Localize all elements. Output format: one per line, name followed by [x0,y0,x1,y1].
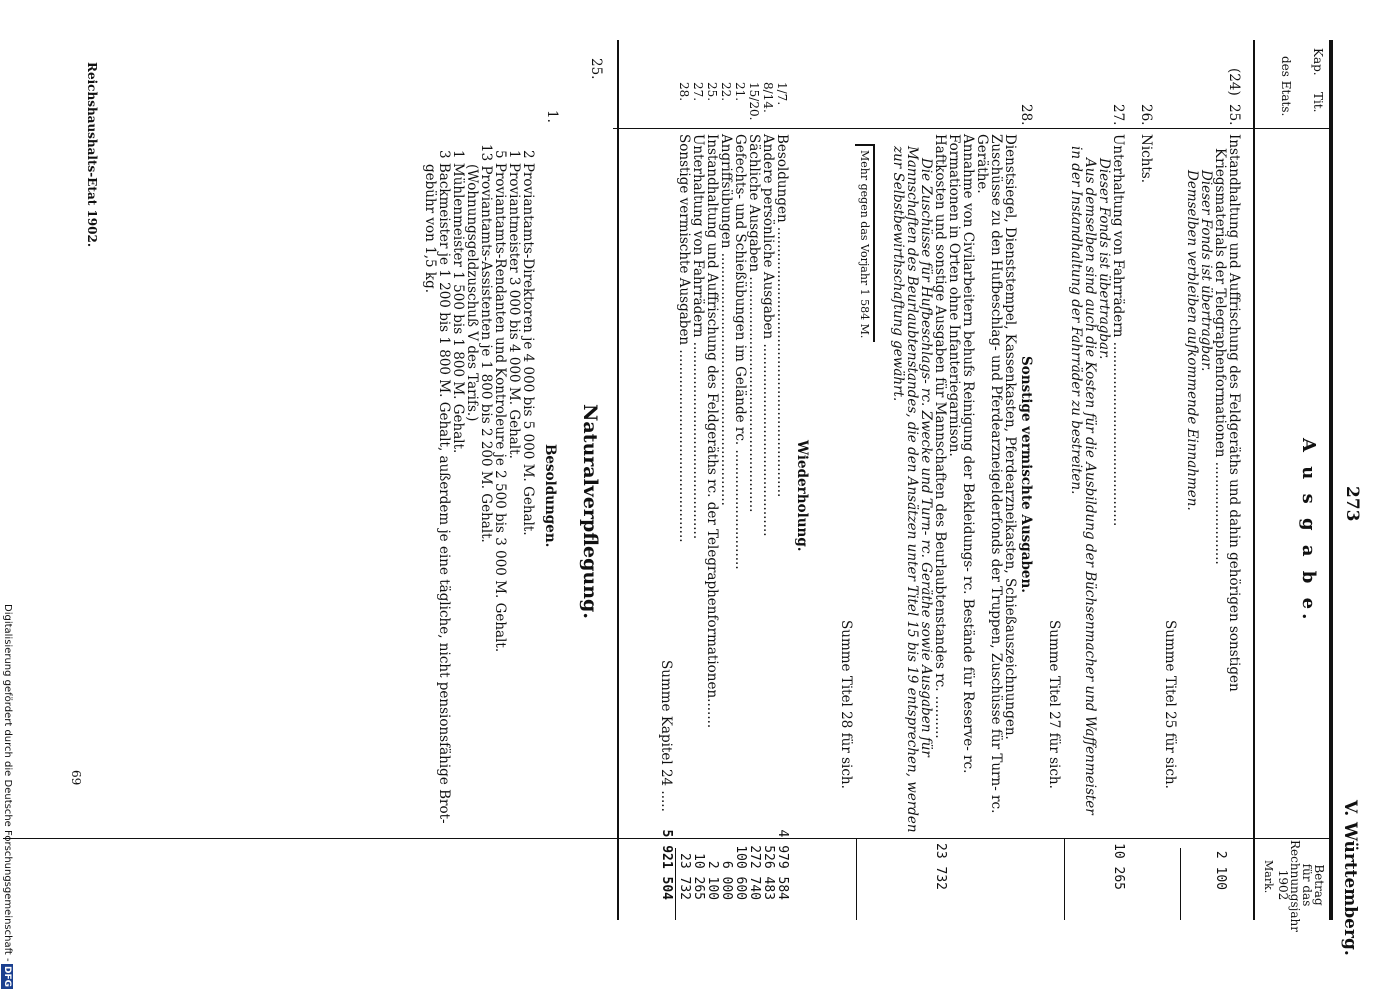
tit-25: 25. [1226,104,1242,126]
recap-label-7: Unterhaltung von Fahrrädern .............................................. [690,134,706,540]
tit-1: 1. [544,110,560,123]
digitization-text: Digitalisierung gefördert durch die Deutsche Forschungsgemeinschaft - [2,604,13,962]
c25-line-1: 2 Proviantamts-Direktoren je 4 000 bis 5 000 M. Gehalt. [520,150,536,536]
e28-summe: Summe Titel 28 für sich. [838,620,854,789]
page-number: 273 [1342,486,1362,522]
recap-label-8: Sonstige vermischte Ausgaben ............................................. [676,134,692,543]
tit-27: 27. [1110,104,1126,126]
e28-line-9: zur Selbstbewirthschaftung gewährt. [890,146,906,402]
e27-line-1: Unterhaltung von Fahrrädern ........................................... [1110,134,1126,527]
e25-summe: Summe Titel 25 für sich. [1162,620,1178,789]
footer-sheet: 69 [69,770,83,786]
e28-line-8: Mannschaften des Beurlaubtenstandes, die den Ansätzen unter Titel 15 bis 19 entsprechen, werden [904,146,920,833]
tit-26: 26. [1138,104,1154,126]
e28-amount: 23 732 [933,843,948,890]
e28-line-3: Geräthe. [974,134,990,194]
chapter25-title: Naturalverpflegung. [579,404,601,619]
e27-line-3: Aus demselben sind auch die Kosten für die Ausbildung der Büchsenmacher und Waffenmeister [1082,158,1098,815]
region-title: V. Württemberg. [1340,800,1360,956]
e28-line-1: Dienstsiegel, Dienststempel, Kassenkasten, Pferdearzneikasten, Schießauszeichnungen. [1002,134,1018,740]
e25-line-2: Kriegsmaterials der Telegraphenformationen ........................ [1212,148,1228,565]
recap-amount-4: 100 600 [733,845,748,900]
e26-text: Nichts. [1138,134,1154,184]
recap-amount-6: 2 100 [705,860,720,900]
recap-total-amount: 5 921 504 [659,829,674,900]
recap-tit-6: 25. [705,82,719,102]
e27-line-2: Dieser Fonds ist übertragbar. [1096,158,1112,360]
recap-amount-7: 10 265 [691,853,706,900]
recap-amount-8: 23 732 [677,853,692,900]
rule-top [1329,40,1333,920]
c25-line-5: (Wohnungsgeldzuschuß V des Tarifs.) [464,164,480,422]
e28-line-5: Formationen in Orten ohne Infanteriegarnison. [946,134,962,457]
rule-header [1253,40,1255,920]
e28-line-6: Haftkosten und sonstige Ausgaben für Mannschaften des Beurlaubtenstandes rc. .......... [932,134,948,739]
col-ausgabe: A u s g a b e. [1298,438,1319,624]
e27-rule [1064,838,1065,920]
c25-line-2: 1 Proviantmeister 3 000 bis 4 000 M. Gehalt. [506,150,522,459]
e25-line-3: Dieser Fonds ist übertragbar. [1198,170,1214,372]
e25-rule [1180,848,1181,920]
e28-line-4: Annahme von Civilarbeitern behufs Reinigung der Bekleidungs- rc. Bestände für Reserve- rc. [960,134,976,774]
rule-chapter [617,40,619,920]
digitization-notice [0,0,14,1000]
col-etat: des Etats. [1279,56,1293,117]
recap-amount-1: 4 979 584 [775,829,790,900]
e28-note: Mehr gegen das Vorjahr 1 584 M. [855,144,875,342]
footer-etat: Reichshaushalts-Etat 1902. [85,62,99,248]
rule-col-left [613,128,1333,129]
c25-line-3: 5 Proviantamts-Rendanten und Kontroleure je 2 500 bis 3 000 M. Gehalt. [492,150,508,653]
recap-tit-1: 1/7. [775,82,789,106]
e28-line-2: Zuschüsse zu den Hufbeschlag- und Pferdearzneigelderfonds der Truppen, Zuschüsse für Turn- rc. [988,134,1004,814]
recap-rule [675,848,676,920]
c25-line-7: 3 Backmeister je 1 200 bis 1 800 M. Gehalt, außerdem je eine tägliche, nicht pensionsfähige Brot- [436,150,452,824]
col-betrag: Betrag für das Rechnungsjahr 1902 [1276,840,1326,932]
recap-label-4: Gefechts- und Schießübungen im Gelände rc. ............................ [732,134,748,570]
e25-line-4: Demselben verbleiben aufkommende Einnahmen. [1184,170,1200,511]
col-tit: Tit. [1311,92,1325,113]
recap-heading: Wiederholung. [794,440,810,552]
e27-summe: Summe Titel 27 für sich. [1046,620,1062,789]
recap-tit-5: 22. [719,82,733,102]
recap-label-5: Angriffsübungen ........................................................... [718,134,734,506]
recap-label-6: Instandhaltung und Auffrischung des Feldgeräths rc. der Telegraphenformationen....... [704,134,720,729]
kap-25: 25. [588,58,604,80]
e27-amount: 10 265 [1111,843,1126,890]
recap-amount-3: 272 740 [747,845,762,900]
recap-amount-5: 6 000 [719,860,734,900]
recap-amount-2: 526 483 [761,845,776,900]
c25-line-6: 1 Mühlenmeister 1 500 bis 1 800 M. Gehalt. [450,150,466,454]
col-unit: Mark. [1262,860,1275,894]
recap-label-3: Sächliche Ausgaben ....................................................... [746,134,762,513]
recap-total-label: Summe Kapitel 24 ..... [658,660,674,812]
e28-heading: Sonstige vermischte Ausgaben. [1018,356,1034,594]
c25-line-8: gebühr von 1,5 kg. [422,164,438,294]
e28-line-7: Die Zuschüsse für Hufbeschlags- rc. Zwecke und Turn- rc. Geräthe sowie Ausgaben für [918,158,934,757]
kap-24: (24) [1226,68,1242,96]
recap-tit-8: 28. [677,82,691,102]
c25-line-4: 13 Proviantamts-Assistenten je 1 800 bis 2 200 M. Gehalt. [478,144,494,543]
e25-amount: 2 100 [1213,850,1228,890]
recap-label-2: Andere persönliche Ausgaben ............................................. [760,134,776,537]
recap-tit-2: 8/14. [761,82,775,113]
tit-28: 28. [1018,104,1034,126]
col-kap: Kap. [1311,48,1325,76]
dfg-logo: DFG [2,966,12,988]
recap-label-1: Besoldungen ............................................................... [774,134,790,498]
e25-line-1: Instandhaltung und Auffrischung des Feldgeräths und dahin gehörigen sonstigen [1226,134,1242,692]
chapter25-subtitle: Besoldungen. [542,444,558,548]
e27-line-4: in der Instandhaltung der Fahrräder zu bestreiten. [1068,146,1084,495]
recap-tit-4: 21. [733,82,747,102]
e28-rule [856,838,857,920]
recap-tit-3: 15/20. [747,82,761,121]
recap-tit-7: 27. [691,82,705,102]
